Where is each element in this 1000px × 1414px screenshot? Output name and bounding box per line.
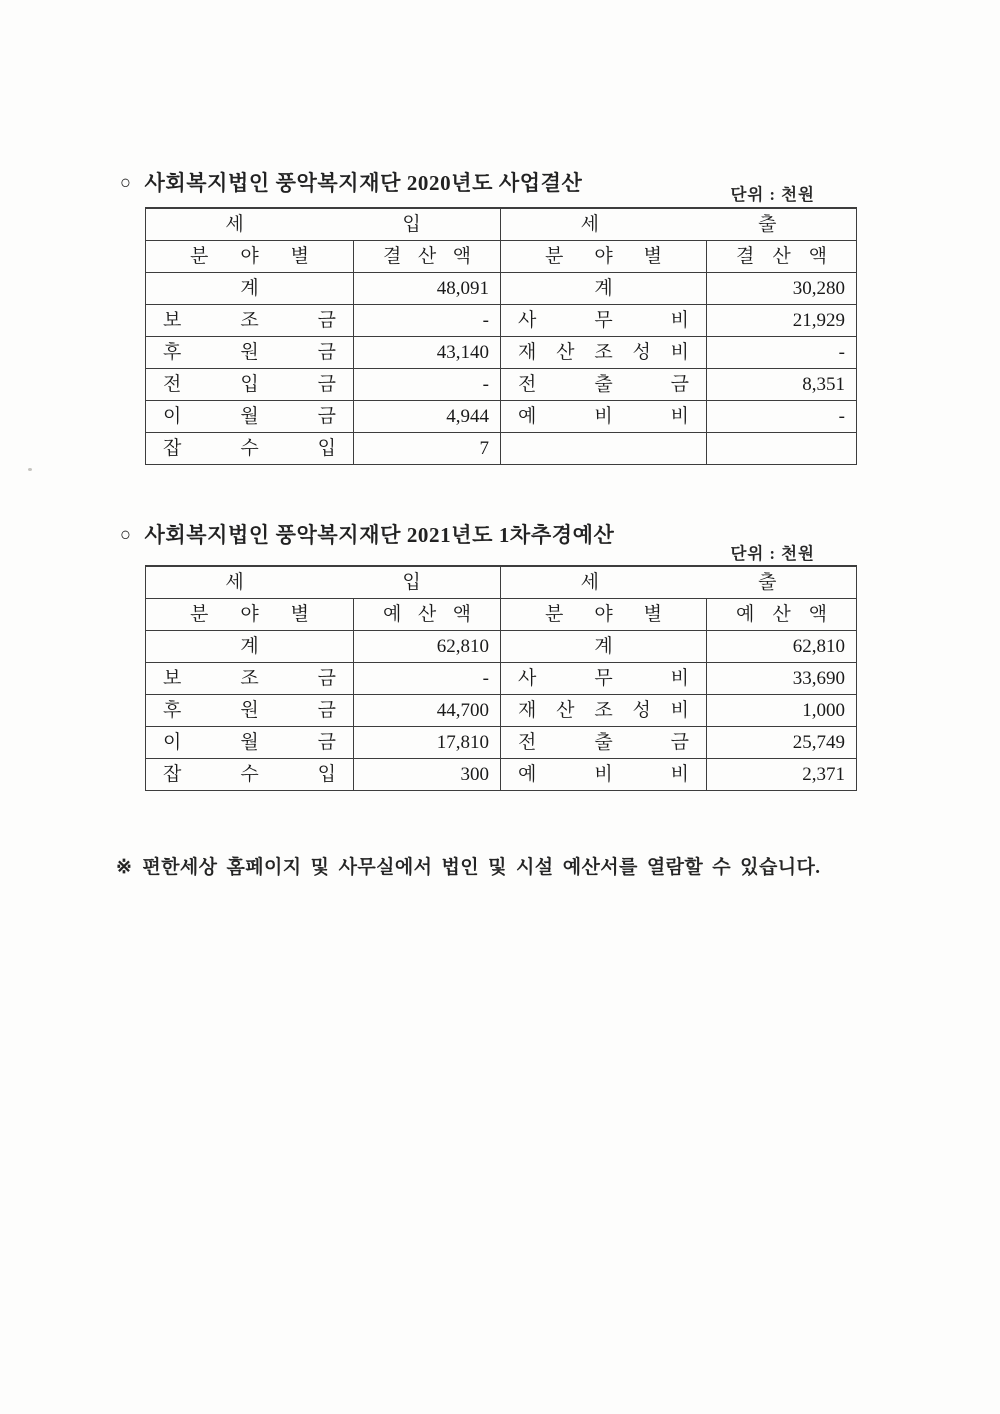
- amount-cell: [707, 759, 857, 791]
- column-header-text: 예 산 액: [736, 604, 827, 625]
- amount-text: 17,810: [436, 732, 489, 753]
- amount-cell: [354, 759, 501, 791]
- group-header-text: 세: [225, 214, 244, 235]
- column-header-text: 분 야 별: [190, 604, 309, 625]
- amount-cell: [354, 401, 501, 433]
- amount-text: 33,690: [792, 668, 845, 689]
- amount-text: 21,929: [792, 310, 845, 331]
- category-text: 예 비 비: [518, 764, 689, 785]
- column-header-text: 예 산 액: [383, 604, 471, 625]
- amount-cell: [354, 273, 501, 305]
- category-cell: [501, 369, 707, 401]
- amount-text: 4,944: [446, 406, 489, 427]
- table-row: [146, 305, 857, 337]
- column-header-cell: [501, 241, 707, 273]
- column-header-cell: [354, 241, 501, 273]
- reference-mark-icon: ※: [116, 857, 133, 878]
- amount-cell: [354, 727, 501, 759]
- column-header-text: 분 야 별: [190, 246, 309, 267]
- category-cell: [146, 273, 354, 305]
- category-cell: [501, 663, 707, 695]
- amount-cell: [707, 337, 857, 369]
- circle-bullet-icon: ○: [120, 522, 132, 544]
- amount-cell: [354, 305, 501, 337]
- category-cell: [501, 631, 707, 663]
- category-cell: [501, 401, 707, 433]
- amount-cell: [707, 369, 857, 401]
- amount-text: -: [482, 374, 489, 395]
- category-text: 보 조 금: [163, 668, 336, 689]
- amount-text: 62,810: [436, 636, 489, 657]
- column-header-cell: [707, 241, 857, 273]
- group-header-pair: [146, 567, 500, 598]
- table-row: [146, 695, 857, 727]
- table-row: [146, 433, 857, 465]
- amount-text: 44,700: [436, 700, 489, 721]
- amount-text: 8,351: [802, 374, 845, 395]
- amount-text: 62,810: [792, 636, 845, 657]
- group-header-pair: [501, 209, 856, 240]
- category-text: 후 원 금: [163, 700, 336, 721]
- category-cell: [146, 695, 354, 727]
- table-column-header-row: [146, 599, 857, 631]
- amount-text: 25,749: [792, 732, 845, 753]
- unit-label: 단위 : 천원: [730, 185, 815, 204]
- amount-cell: [707, 273, 857, 305]
- section-title-2020: [120, 167, 582, 197]
- amount-text: -: [482, 668, 489, 689]
- unit-label: 단위 : 천원: [730, 544, 815, 563]
- group-header-text: 입: [402, 214, 421, 235]
- table-row: [146, 727, 857, 759]
- budget-table-2020: [145, 207, 857, 465]
- category-text: 전 입 금: [163, 374, 336, 395]
- amount-cell: [354, 337, 501, 369]
- column-header-text: 결 산 액: [736, 246, 827, 267]
- footnote: [116, 852, 886, 879]
- column-header-text: 분 야 별: [545, 604, 662, 625]
- amount-text: 30,280: [792, 278, 845, 299]
- category-text: 이 월 금: [163, 732, 336, 753]
- group-header-text: 입: [402, 572, 421, 593]
- table-row: [146, 369, 857, 401]
- budget-table-2021: [145, 565, 857, 791]
- circle-bullet-icon: ○: [120, 170, 132, 192]
- group-header-text: 세: [225, 572, 244, 593]
- amount-cell: [707, 305, 857, 337]
- category-cell: [501, 727, 707, 759]
- amount-cell: [707, 695, 857, 727]
- category-cell: [501, 273, 707, 305]
- amount-text: 1,000: [802, 700, 845, 721]
- group-header-pair: [146, 209, 500, 240]
- column-header-cell: [146, 599, 354, 631]
- category-text: 전 출 금: [518, 732, 689, 753]
- amount-cell: [707, 401, 857, 433]
- table-row: [146, 631, 857, 663]
- footnote-text: 편한세상 홈페이지 및 사무실에서 법인 및 시설 예산서를 열람할 수 있습니다.: [142, 857, 821, 878]
- category-text: 예 비 비: [518, 406, 689, 427]
- category-cell: [146, 759, 354, 791]
- scan-speck: [28, 468, 32, 471]
- column-header-cell: [146, 241, 354, 273]
- category-text: 보 조 금: [163, 310, 336, 331]
- group-header-text: 세: [580, 572, 599, 593]
- category-cell: [501, 337, 707, 369]
- group-header-cell: [501, 208, 857, 241]
- category-cell: [146, 727, 354, 759]
- amount-cell: [354, 631, 501, 663]
- group-header-text: 세: [580, 214, 599, 235]
- category-text: 재 산 조 성 비: [518, 342, 689, 363]
- category-cell: [146, 337, 354, 369]
- table-row: [146, 759, 857, 791]
- amount-text: 300: [460, 764, 489, 785]
- group-header-cell: [501, 566, 857, 599]
- category-cell: [501, 695, 707, 727]
- category-text: 후 원 금: [163, 342, 336, 363]
- group-header-cell: [146, 566, 501, 599]
- table-row: [146, 273, 857, 305]
- section-title-text: 사회복지법인 풍악복지재단 2021년도 1차추경예산: [144, 523, 615, 547]
- table-row: [146, 663, 857, 695]
- column-header-cell: [707, 599, 857, 631]
- section-title-2021: [120, 519, 614, 549]
- amount-cell: [707, 727, 857, 759]
- category-cell: [146, 369, 354, 401]
- amount-cell: [354, 433, 501, 465]
- amount-text: 7: [479, 438, 489, 459]
- category-text: 사 무 비: [518, 668, 689, 689]
- category-cell: [146, 631, 354, 663]
- group-header-pair: [501, 567, 856, 598]
- amount-cell: [354, 695, 501, 727]
- category-cell: [501, 305, 707, 337]
- group-header-text: 출: [758, 214, 777, 235]
- category-cell: [501, 433, 707, 465]
- table-group-header-row: [146, 208, 857, 241]
- column-header-cell: [501, 599, 707, 631]
- group-header-text: 출: [758, 572, 777, 593]
- column-header-cell: [354, 599, 501, 631]
- amount-text: 43,140: [436, 342, 489, 363]
- category-text: 잡 수 입: [163, 764, 336, 785]
- amount-cell: [707, 433, 857, 465]
- category-text: 계: [240, 636, 259, 657]
- amount-text: -: [838, 406, 845, 427]
- table-row: [146, 337, 857, 369]
- table-group-header-row: [146, 566, 857, 599]
- category-text: 재 산 조 성 비: [518, 700, 689, 721]
- group-header-cell: [146, 208, 501, 241]
- amount-text: -: [482, 310, 489, 331]
- category-text: 잡 수 입: [163, 438, 336, 459]
- category-text: 계: [240, 278, 259, 299]
- amount-cell: [354, 663, 501, 695]
- category-cell: [146, 433, 354, 465]
- category-cell: [501, 759, 707, 791]
- amount-cell: [707, 663, 857, 695]
- category-text: 계: [594, 636, 613, 657]
- amount-text: -: [838, 342, 845, 363]
- category-cell: [146, 305, 354, 337]
- category-text: 계: [594, 278, 613, 299]
- category-text: 사 무 비: [518, 310, 689, 331]
- amount-cell: [354, 369, 501, 401]
- table-column-header-row: [146, 241, 857, 273]
- column-header-text: 결 산 액: [383, 246, 471, 267]
- amount-cell: [707, 631, 857, 663]
- category-text: 이 월 금: [163, 406, 336, 427]
- amount-text: 48,091: [436, 278, 489, 299]
- column-header-text: 분 야 별: [545, 246, 662, 267]
- amount-text: 2,371: [802, 764, 845, 785]
- category-cell: [146, 401, 354, 433]
- section-title-text: 사회복지법인 풍악복지재단 2020년도 사업결산: [144, 171, 583, 195]
- table-row: [146, 401, 857, 433]
- category-text: 전 출 금: [518, 374, 689, 395]
- category-cell: [146, 663, 354, 695]
